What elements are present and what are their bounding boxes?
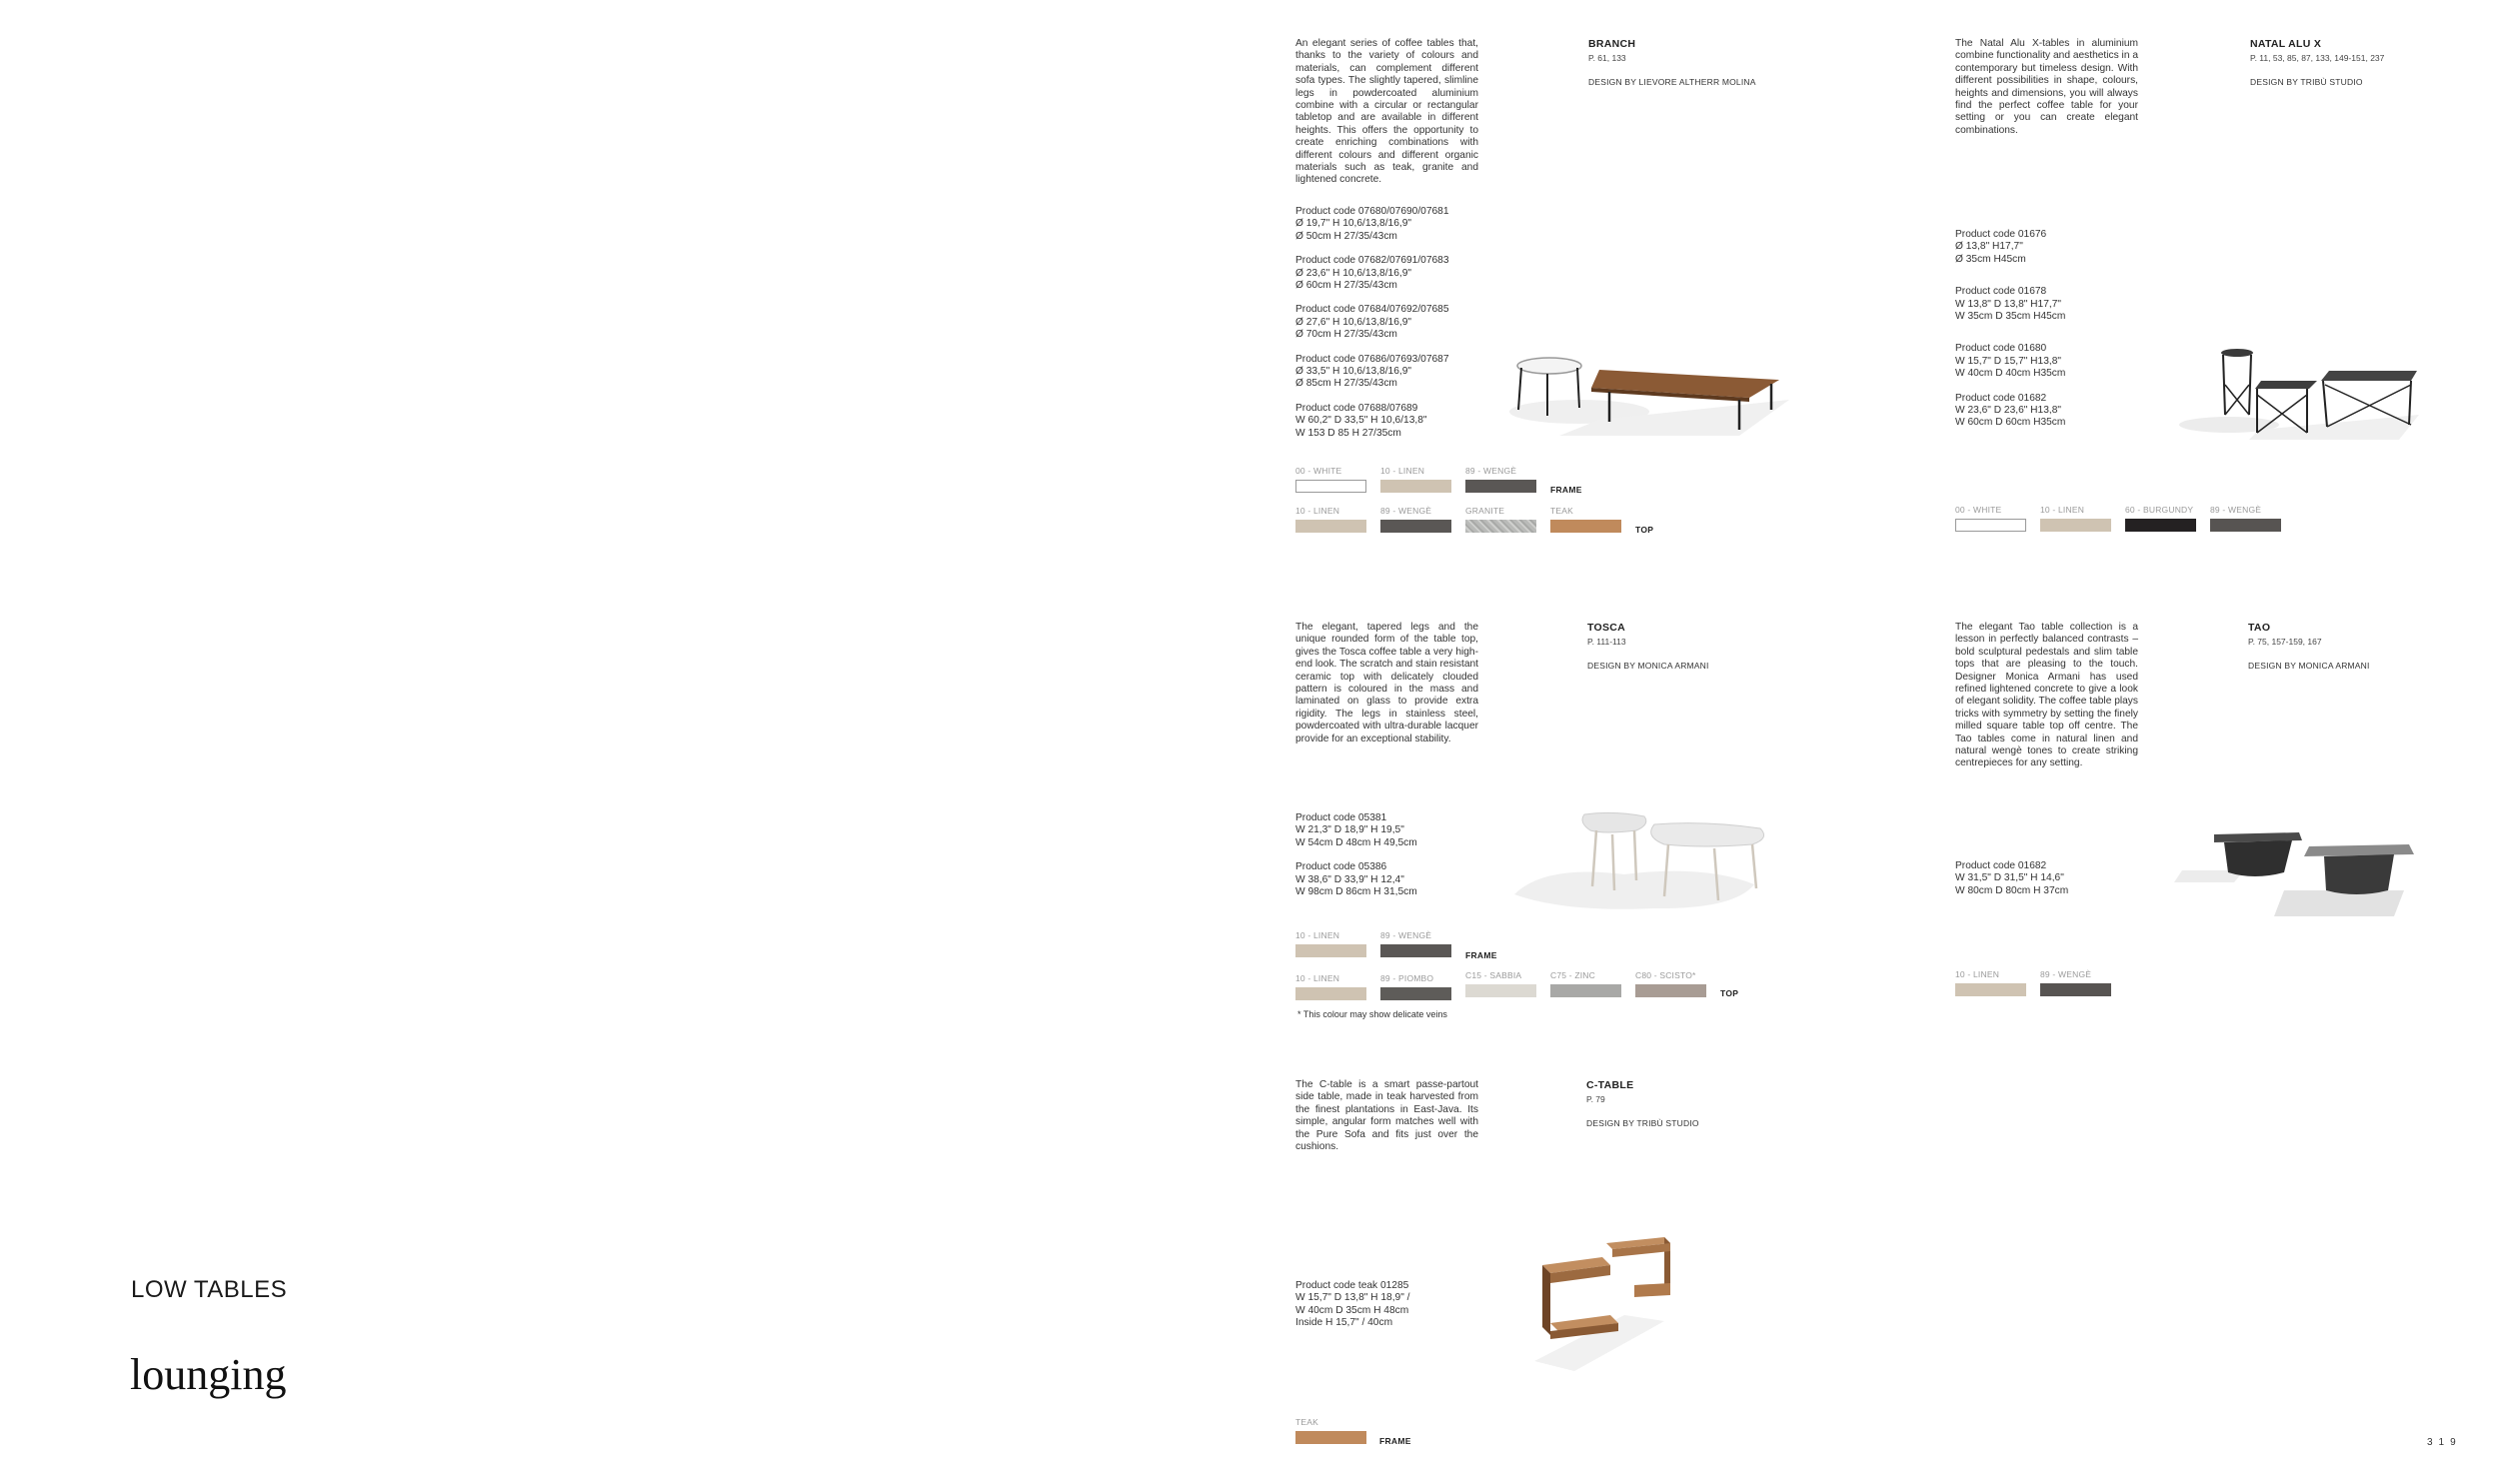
tosca-designer: DESIGN BY MONICA ARMANI bbox=[1587, 661, 1709, 671]
swatch-white: 00 - WHITE bbox=[1295, 466, 1366, 493]
swatch-white: 00 - WHITE bbox=[1955, 505, 2026, 532]
swatch-teak: TEAK bbox=[1295, 1417, 1366, 1444]
tao-pages: P. 75, 157-159, 167 bbox=[2248, 637, 2322, 647]
swatch-linen: 10 - LINEN bbox=[2040, 505, 2111, 532]
top-label: TOP bbox=[1720, 988, 1739, 998]
top-label: TOP bbox=[1635, 525, 1654, 535]
swatch-burgundy: 60 - BURGUNDY bbox=[2125, 505, 2196, 532]
natal-name: NATAL ALU X bbox=[2250, 38, 2322, 50]
code-group: Product code 07680/07690/07681 Ø 19,7" H 10,6/13,8/16,9" Ø 50cm H 27/35/43cm bbox=[1295, 206, 1449, 242]
branch-tables-illustration bbox=[1499, 340, 1799, 440]
ctable-pages: P. 79 bbox=[1586, 1094, 1605, 1104]
swatch-linen: 10 - LINEN bbox=[1380, 466, 1451, 493]
code-group: Product code teak 01285 W 15,7" D 13,8" H 18,9" / W 40cm D 35cm H 48cm Inside H 15,7" / 40cm bbox=[1295, 1280, 1410, 1329]
natal-description: The Natal Alu X-tables in aluminium combine functionality and aesthetics in a contemporary but timeless design. With different possibilities in shape, colours, heights and dimensions, you will always find the perfect coffee table for your setting or you can create elegant combinations. bbox=[1955, 38, 2138, 136]
ctable-header bbox=[1586, 1079, 1699, 1128]
swatch-piombo: 89 - PIOMBO bbox=[1380, 973, 1451, 1000]
tao-tables-illustration bbox=[2174, 824, 2424, 919]
tosca-name: TOSCA bbox=[1587, 622, 1626, 634]
swatch-linen: 10 - LINEN bbox=[1295, 930, 1366, 957]
swatch-linen: 10 - LINEN bbox=[1955, 969, 2026, 996]
tosca-header bbox=[1587, 622, 1709, 671]
tosca-pages: P. 111-113 bbox=[1587, 637, 1626, 647]
swatch-wenge: 89 - WENGÈ bbox=[2040, 969, 2111, 996]
branch-header bbox=[1588, 38, 1756, 87]
tao-codes bbox=[1955, 860, 2068, 909]
code-group: Product code 01680 W 15,7" D 15,7" H13,8" W 40cm D 40cm H35cm bbox=[1955, 343, 2066, 380]
natal-tables-illustration bbox=[2169, 345, 2429, 445]
natal-pages: P. 11, 53, 85, 87, 133, 149-151, 237 bbox=[2250, 53, 2385, 63]
tao-name: TAO bbox=[2248, 622, 2271, 634]
branch-codes bbox=[1295, 206, 1449, 452]
swatch-sabbia: C15 - SABBIA bbox=[1465, 970, 1536, 997]
ctable-name: C-TABLE bbox=[1586, 1079, 1634, 1091]
code-group: Product code 01682 W 23,6" D 23,6" H13,8" W 60cm D 60cm H35cm bbox=[1955, 392, 2066, 429]
natal-designer: DESIGN BY TRIBÙ STUDIO bbox=[2250, 77, 2363, 87]
tosca-tables-illustration bbox=[1504, 804, 1774, 914]
code-group: Product code 01678 W 13,8" D 13,8" H17,7" W 35cm D 35cm H45cm bbox=[1955, 286, 2066, 323]
swatch-zinc: C75 - ZINC bbox=[1550, 970, 1621, 997]
frame-label: FRAME bbox=[1465, 950, 1497, 960]
swatch-granite: GRANITE bbox=[1465, 506, 1536, 533]
tao-description: The elegant Tao table collection is a lesson in perfectly balanced contrasts – bold sculptural pedestals and slim table tops that are pleasing to the touch. Designer Monica Armani has used refined lightened concrete to give a look of elegant solidity. The coffee table plays tricks with symmetry by setting the finely milled square table top off centre. The Tao tables come in natural linen and natural wengè tones to create striking centrepieces for any setting. bbox=[1955, 622, 2138, 769]
tao-header bbox=[2248, 622, 2370, 671]
natal-codes bbox=[1955, 229, 2065, 442]
swatch-wenge: 89 - WENGÈ bbox=[1465, 466, 1536, 493]
colour-note: * This colour may show delicate veins bbox=[1297, 1009, 1447, 1019]
swatch-wenge: 89 - WENGÈ bbox=[2210, 505, 2281, 532]
tosca-codes bbox=[1295, 812, 1417, 910]
swatch-teak: TEAK bbox=[1550, 506, 1621, 533]
code-group: Product code 01676 Ø 13,8" H17,7" Ø 35cm H45cm bbox=[1955, 229, 2047, 265]
tosca-description: The elegant, tapered legs and the unique rounded form of the table top, gives the Tosca coffee table a very high-end look. The scratch and stain resistant ceramic top with delicately clouded pattern is coloured in the mass and laminated on glass to provide extra rigidity. The legs in stainless steel, powdercoated with ultra-durable lacquer provide for an exceptional stability. bbox=[1295, 622, 1478, 744]
swatch-scisto: C80 - SCISTO* bbox=[1635, 970, 1706, 997]
code-group: Product code 07688/07689 W 60,2" D 33,5" H 10,6/13,8" W 153 D 85 H 27/35cm bbox=[1295, 402, 1427, 439]
swatch-wenge: 89 - WENGÈ bbox=[1380, 930, 1451, 957]
branch-description: An elegant series of coffee tables that, thanks to the variety of colours and materials, can complement different sofa types. The slightly tapered, slimline legs in powdercoated aluminium combine with a circular or rectangular tabletop and are available in different heights. This offers the opportunity to create enriching combinations with different colours and different organic materials such as teak, granite and lightened concrete. bbox=[1295, 38, 1478, 186]
ctable-designer: DESIGN BY TRIBÙ STUDIO bbox=[1586, 1118, 1699, 1128]
code-group: Product code 05386 W 38,6" D 33,9" H 12,4" W 98cm D 86cm H 31,5cm bbox=[1295, 861, 1417, 898]
section-title: LOW TABLES bbox=[131, 1276, 288, 1303]
frame-label: FRAME bbox=[1379, 1436, 1411, 1446]
swatch-linen: 10 - LINEN bbox=[1295, 973, 1366, 1000]
ctable-illustration bbox=[1514, 1231, 1734, 1376]
swatch-linen: 10 - LINEN bbox=[1295, 506, 1366, 533]
code-group: Product code 07686/07693/07687 Ø 33,5" H 10,6/13,8/16,9" Ø 85cm H 27/35/43cm bbox=[1295, 353, 1449, 390]
code-group: Product code 01682 W 31,5" D 31,5" H 14,6" W 80cm D 80cm H 37cm bbox=[1955, 860, 2069, 896]
code-group: Product code 07682/07691/07683 Ø 23,6" H 10,6/13,8/16,9" Ø 60cm H 27/35/43cm bbox=[1295, 255, 1449, 292]
section-subtitle: lounging bbox=[130, 1350, 287, 1399]
tao-designer: DESIGN BY MONICA ARMANI bbox=[2248, 661, 2370, 671]
code-group: Product code 07684/07692/07685 Ø 27,6" H 10,6/13,8/16,9" Ø 70cm H 27/35/43cm bbox=[1295, 304, 1449, 341]
branch-designer: DESIGN BY LIEVORE ALTHERR MOLINA bbox=[1588, 77, 1756, 87]
code-group: Product code 05381 W 21,3" D 18,9" H 19,5" W 54cm D 48cm H 49,5cm bbox=[1295, 812, 1417, 848]
page-number: 319 bbox=[2427, 1437, 2462, 1448]
branch-name: BRANCH bbox=[1588, 38, 1636, 50]
frame-label: FRAME bbox=[1550, 485, 1582, 495]
ctable-description: The C-table is a smart passe-partout side table, made in teak harvested from the finest plantations in East-Java. Its simple, angular form matches well with the Pure Sofa and fits just over the cushions. bbox=[1295, 1079, 1478, 1153]
branch-pages: P. 61, 133 bbox=[1588, 53, 1626, 63]
ctable-codes bbox=[1295, 1280, 1409, 1342]
natal-header bbox=[2250, 38, 2384, 87]
swatch-wenge: 89 - WENGÈ bbox=[1380, 506, 1451, 533]
